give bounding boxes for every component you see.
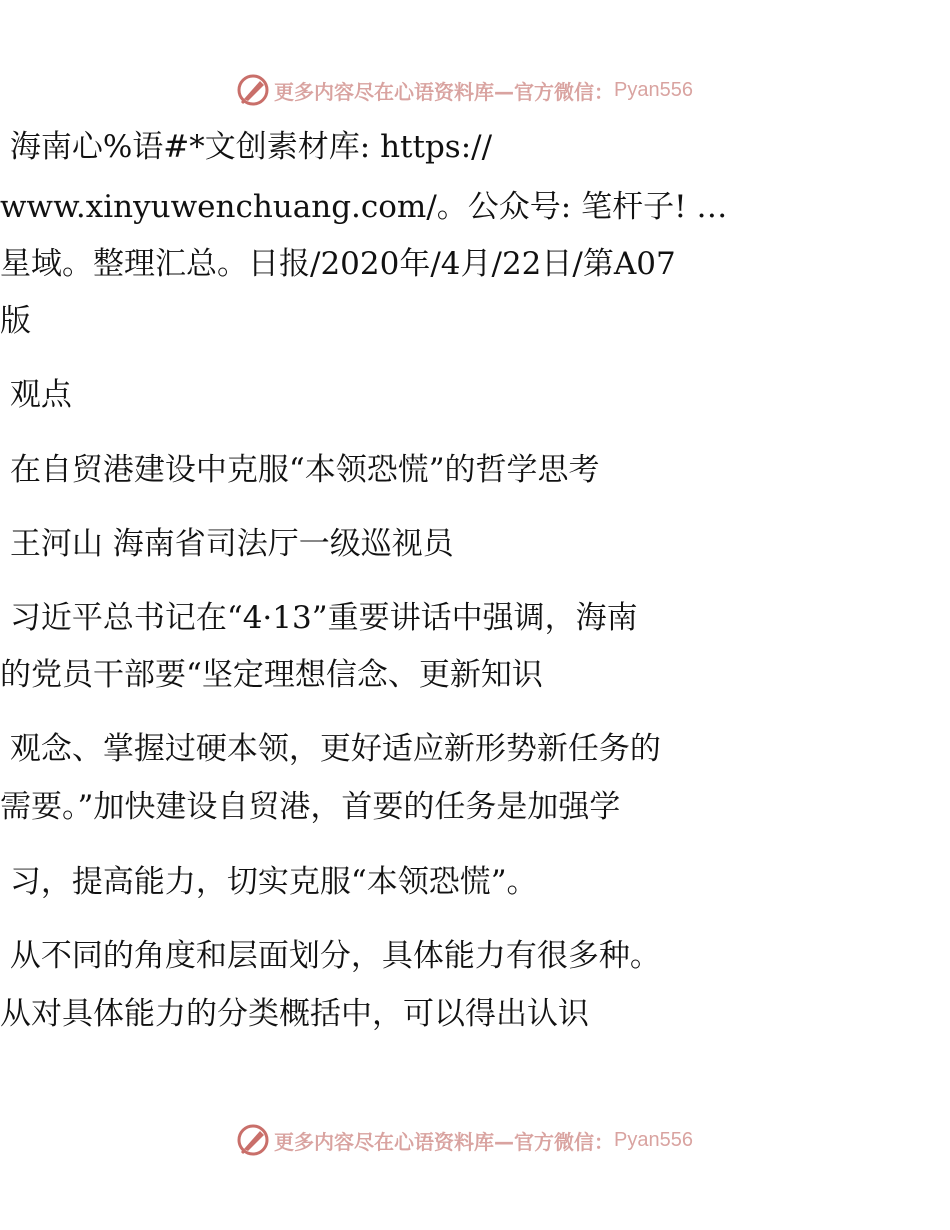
watermark-wechat-id: Pyan556 (614, 1128, 693, 1151)
article-title: 在自贸港建设中克服“本领恐慌”的哲学思考 (0, 452, 600, 488)
logo-icon (236, 1123, 270, 1157)
text-line: 从对具体能力的分类概括中，可以得出认识 (0, 996, 589, 1032)
text-line: 的党员干部要“坚定理想信念、更新知识 (0, 657, 543, 693)
text-line: 海南心%语#*文创素材库: https:// (0, 129, 493, 165)
text-line: 从不同的角度和层面划分，具体能力有很多种。 (0, 938, 661, 974)
text-line: 习，提高能力，切实克服“本领恐慌”。 (0, 864, 538, 900)
text-line: 需要。”加快建设自贸港，首要的任务是加强学 (0, 789, 621, 825)
header-watermark (236, 72, 693, 108)
footer-watermark (236, 1122, 693, 1158)
watermark-text: 更多内容尽在心语资料库—官方微信： (274, 79, 614, 104)
watermark-wechat-id: Pyan556 (614, 78, 693, 101)
text-line: 星域。整理汇总。日报/2020年/4月/22日/第A07 (0, 246, 676, 282)
text-line: 观念、掌握过硬本领，更好适应新形势新任务的 (0, 731, 661, 767)
text-line: 版 (0, 303, 31, 339)
text-line: www.xinyuwenchuang.com/。公众号: 笔杆子! … (0, 189, 728, 225)
article-author: 王河山 海南省司法厅一级巡视员 (0, 526, 454, 562)
watermark-text: 更多内容尽在心语资料库—官方微信： (274, 1129, 614, 1154)
logo-icon (236, 73, 270, 107)
section-label: 观点 (0, 377, 72, 413)
text-line: 习近平总书记在“4·13”重要讲话中强调，海南 (0, 600, 638, 636)
